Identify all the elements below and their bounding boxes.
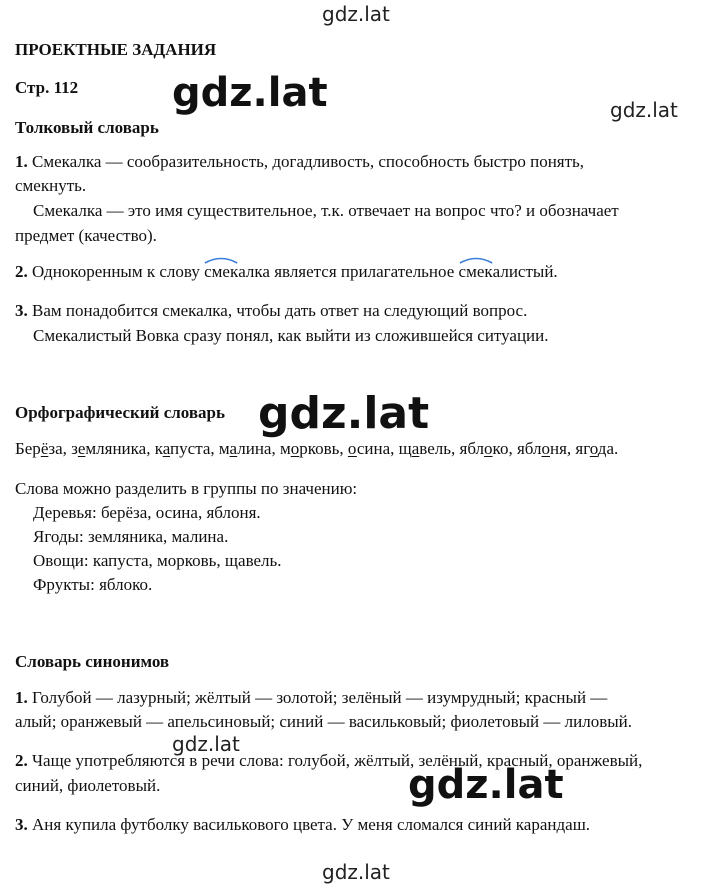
orthographic-word: земляника, xyxy=(71,439,155,458)
orthographic-word: осина, xyxy=(347,439,399,458)
underlined-letter: а xyxy=(229,439,238,458)
synonyms-item-2: 2. Чаще употребляются в речи слова: голубой, жёлтый, зелёный, красный, оранжевый, xyxy=(15,751,643,770)
underlined-letter: о xyxy=(484,439,493,458)
underlined-letter: о xyxy=(589,439,598,458)
underlined-letter: е xyxy=(77,439,86,458)
underlined-letter: а xyxy=(162,439,171,458)
orthographic-word-list xyxy=(15,439,618,459)
orthographic-word: яблоко, xyxy=(459,439,517,458)
underlined-letter: о xyxy=(347,439,357,458)
explanatory-item-1: 1. Смекалка — сообразительность, догадливость, способность быстро понять, xyxy=(15,152,585,171)
watermark-large-3: gdz.lat xyxy=(408,762,564,808)
group-trees: Деревья: берёза, осина, яблоня. xyxy=(33,503,261,522)
watermark-large-1: gdz.lat xyxy=(172,70,328,116)
root-arc-1: смек xyxy=(204,262,238,282)
orthographic-word: яблоня, xyxy=(516,439,576,458)
watermark-right: gdz.lat xyxy=(610,98,678,122)
root-arc-2: смек xyxy=(459,262,493,282)
underlined-letter: ё xyxy=(40,439,49,458)
page-reference: Стр. 112 xyxy=(15,78,79,97)
section-title: ПРОЕКТНЫЕ ЗАДАНИЯ xyxy=(15,40,217,59)
explanatory-item-3: 3. Вам понадобится смекалка, чтобы дать ответ на следующий вопрос. xyxy=(15,301,528,320)
watermark-mid: gdz.lat xyxy=(172,732,240,756)
orthographic-dictionary-title: Орфографический словарь xyxy=(15,403,225,422)
synonyms-dictionary-title: Словарь синонимов xyxy=(15,652,170,671)
group-vegetables: Овощи: капуста, морковь, щавель. xyxy=(33,551,282,570)
synonyms-item-2-cont: синий, фиолетовый. xyxy=(15,776,161,795)
orthographic-word: капуста, xyxy=(154,439,219,458)
orthographic-word: морковь, xyxy=(279,439,348,458)
underlined-letter: о xyxy=(290,439,300,458)
underlined-letter: а xyxy=(411,439,420,458)
explanatory-item-1-note-cont: предмет (качество). xyxy=(15,226,157,245)
explanatory-item-1-cont: смекнуть. xyxy=(15,176,87,195)
synonyms-item-1: 1. Голубой — лазурный; жёлтый — золотой; зелёный — изумрудный; красный — xyxy=(15,688,608,707)
group-berries: Ягоды: земляника, малина. xyxy=(33,527,229,546)
synonyms-item-3: 3. Аня купила футболку василькового цвета. У меня сломался синий карандаш. xyxy=(15,815,591,834)
orthographic-word: ягода. xyxy=(575,439,619,458)
explanatory-item-2: 2. Однокоренным к слову смекалка является прилагательное смекалистый. xyxy=(15,262,558,282)
explanatory-dictionary-title: Толковый словарь xyxy=(15,118,159,137)
orthographic-word: щавель, xyxy=(398,439,460,458)
orthographic-word: Берёза, xyxy=(15,439,72,458)
underlined-letter: о xyxy=(541,439,550,458)
explanatory-item-1-note: Смекалка — это имя существительное, т.к. отвечает на вопрос что? и обозначает xyxy=(33,201,619,220)
watermark-bottom: gdz.lat xyxy=(322,860,390,884)
group-fruits: Фрукты: яблоко. xyxy=(33,575,153,594)
synonyms-item-1-cont: алый; оранжевый — апельсиновый; синий — васильковый; фиолетовый — лиловый. xyxy=(15,712,632,731)
watermark-large-2: gdz.lat xyxy=(258,388,430,439)
watermark-top: gdz.lat xyxy=(322,2,390,26)
explanatory-item-3-cont: Смекалистый Вовка сразу понял, как выйти из сложившейся ситуации. xyxy=(33,326,549,345)
orthographic-word: малина, xyxy=(218,439,280,458)
groups-intro: Слова можно разделить в группы по значению: xyxy=(15,479,358,498)
